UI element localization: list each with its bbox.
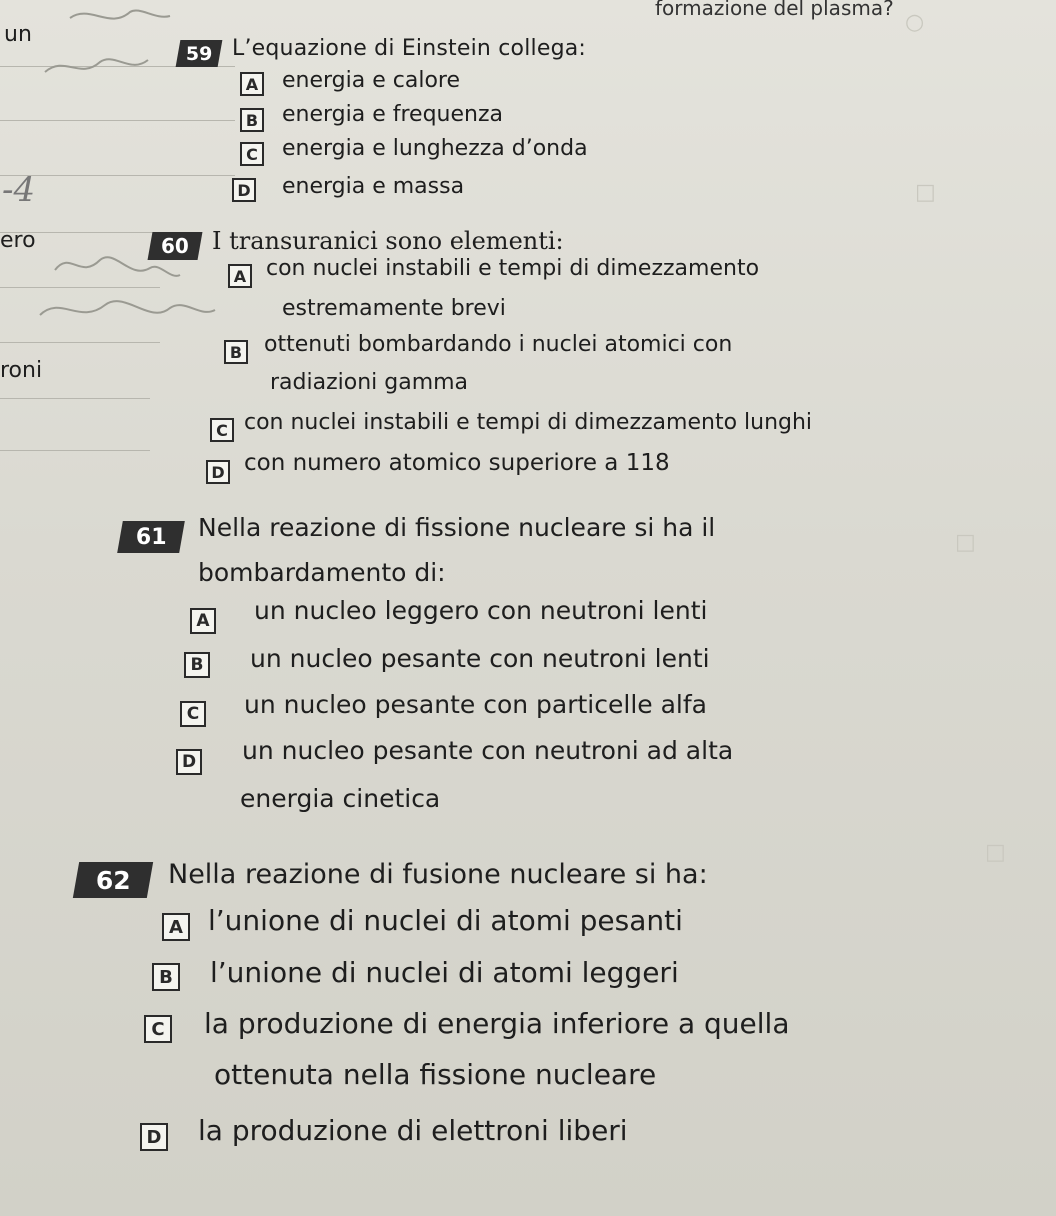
option-text-continuation: estremamente brevi — [282, 296, 506, 321]
question-text: L’equazione di Einstein collega: — [232, 36, 587, 61]
margin-fragment-un: un — [4, 22, 32, 47]
margin-fragment-roni: roni — [0, 358, 43, 383]
option-text: energia e lunghezza d’onda — [282, 136, 588, 161]
option-letter: A — [240, 72, 264, 96]
option-text-continuation: ottenuta nella fissione nucleare — [214, 1058, 657, 1091]
option-text-continuation: radiazioni gamma — [270, 370, 469, 395]
option-letter: D — [232, 178, 256, 202]
option-text: la produzione di elettroni liberi — [198, 1114, 628, 1147]
option-letter: C — [180, 701, 206, 727]
margin-rule — [0, 398, 150, 399]
question-text: Nella reazione di fissione nucleare si ha il — [198, 513, 716, 542]
question-number-badge: 61 — [117, 521, 185, 553]
option-text: con nuclei instabili e tempi di dimezzamento — [266, 256, 760, 281]
option-text: energia e massa — [282, 174, 465, 199]
margin-rule — [0, 342, 160, 343]
option-letter: B — [184, 652, 210, 678]
option-letter: C — [240, 142, 264, 166]
bleed-through-mark: □ — [955, 530, 976, 555]
option-letter: C — [210, 418, 234, 442]
option-letter: B — [224, 340, 248, 364]
option-text: energia e calore — [282, 68, 460, 93]
option-text: un nucleo pesante con neutroni lenti — [250, 644, 710, 673]
bleed-through-mark: □ — [985, 840, 1006, 865]
option-text: con nuclei instabili e tempi di dimezzamento lunghi — [244, 410, 813, 435]
option-text: l’unione di nuclei di atomi pesanti — [208, 904, 683, 937]
option-text: ottenuti bombardando i nuclei atomici con — [264, 332, 733, 357]
question-text: I transuranici sono elementi: — [212, 227, 564, 255]
pencil-scribble — [40, 0, 180, 90]
margin-rule — [0, 450, 150, 451]
margin-fragment-ero: ero — [0, 228, 36, 253]
option-letter: A — [228, 264, 252, 288]
bleed-through-mark: ○ — [905, 10, 925, 35]
option-letter: B — [240, 108, 264, 132]
option-letter: B — [152, 963, 180, 991]
option-text: la produzione di energia inferiore a quella — [204, 1007, 790, 1040]
option-letter: D — [206, 460, 230, 484]
option-letter: D — [176, 749, 202, 775]
option-letter: D — [140, 1123, 168, 1151]
option-text: l’unione di nuclei di atomi leggeri — [210, 956, 679, 989]
option-letter: A — [190, 608, 216, 634]
header-fragment: formazione del plasma? — [655, 0, 894, 20]
option-text: un nucleo pesante con neutroni ad alta — [242, 736, 734, 765]
option-letter: C — [144, 1015, 172, 1043]
question-number-badge: 59 — [176, 40, 223, 67]
question-number-badge: 60 — [148, 232, 203, 260]
option-text: un nucleo leggero con neutroni lenti — [254, 596, 708, 625]
margin-rule — [0, 120, 235, 121]
handwritten-note: -4 — [2, 170, 36, 210]
question-text: Nella reazione di fusione nucleare si ha: — [168, 859, 708, 890]
question-number-badge: 62 — [73, 862, 153, 898]
question-text-continuation: bombardamento di: — [198, 558, 446, 587]
bleed-through-mark: □ — [915, 180, 936, 205]
margin-rule — [0, 175, 235, 176]
option-text: un nucleo pesante con particelle alfa — [244, 690, 707, 719]
option-text: con numero atomico superiore a 118 — [244, 450, 670, 476]
option-letter: A — [162, 913, 190, 941]
option-text: energia e frequenza — [282, 102, 504, 127]
option-text-continuation: energia cinetica — [240, 784, 441, 813]
